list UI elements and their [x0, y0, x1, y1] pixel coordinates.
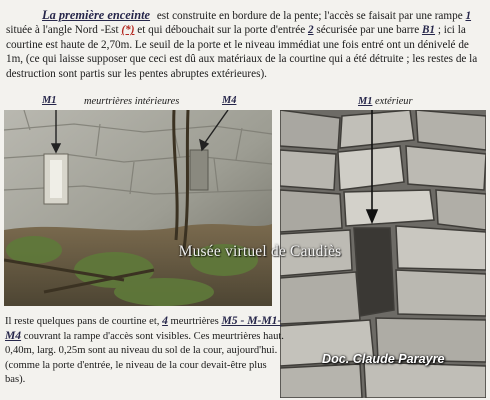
ref-star: (*) [121, 24, 135, 37]
outro-text-3: couvrant la rampe d'accès sont visibles. Ces meurtrières haut. 0,40m, larg. 0,25m sont au niveau du sol de la cour, aujourd'hui. (comme la porte d'entrée, le niveau de la cour devait-être plus bas). [5, 331, 284, 385]
photo-interior-wall [4, 110, 272, 306]
photo-credit: Doc. Claude Parayre [322, 352, 445, 366]
caption-meurtrieres-interieures: meurtrières intérieures [84, 96, 180, 107]
intro-text-2: située à l'angle Nord -Est [6, 24, 122, 37]
label-m1-right: M1 extérieur [358, 96, 413, 107]
section-title: La première enceinte [42, 8, 151, 22]
outro-paragraph [5, 314, 285, 387]
label-m1-left: M1 [42, 95, 57, 106]
outro-text-1: Il reste quelques pans de courtine et, [5, 316, 163, 327]
watermark: Musée virtuel de Caudiès [178, 243, 342, 260]
ref-rampe-1: 1 [465, 10, 472, 22]
ref-porte-2: 2 [307, 24, 314, 37]
ref-barre-b1: B1 [421, 24, 436, 37]
intro-text-3: et qui débouchait sur la porte d'entrée [134, 24, 308, 37]
loophole-count: 4 [162, 314, 168, 327]
intro-text-5: ; ici la courtine est haute de 2,70m. Le seuil de la porte et le niveau immédiat une fois entré ont un dénivelé de 1m, (ce qui laisse supposer que ceci est dû aux matériaux de la courtine qui a été détruite ; les restes de la destruction sont partis sur les pentes abruptes extérieures). [6, 24, 478, 80]
intro-text-4: sécurisée par une barre [313, 24, 422, 37]
loophole-refs: M5 - M-M1-M4 [5, 314, 282, 343]
photo-interior-image [4, 110, 272, 306]
intro-text-1: est construite en bordure de la pente; l'accès se faisait par une rampe [154, 10, 466, 22]
intro-paragraph [6, 8, 484, 81]
outro-text-2: meurtrières [167, 316, 222, 327]
label-m4: M4 [222, 95, 237, 106]
